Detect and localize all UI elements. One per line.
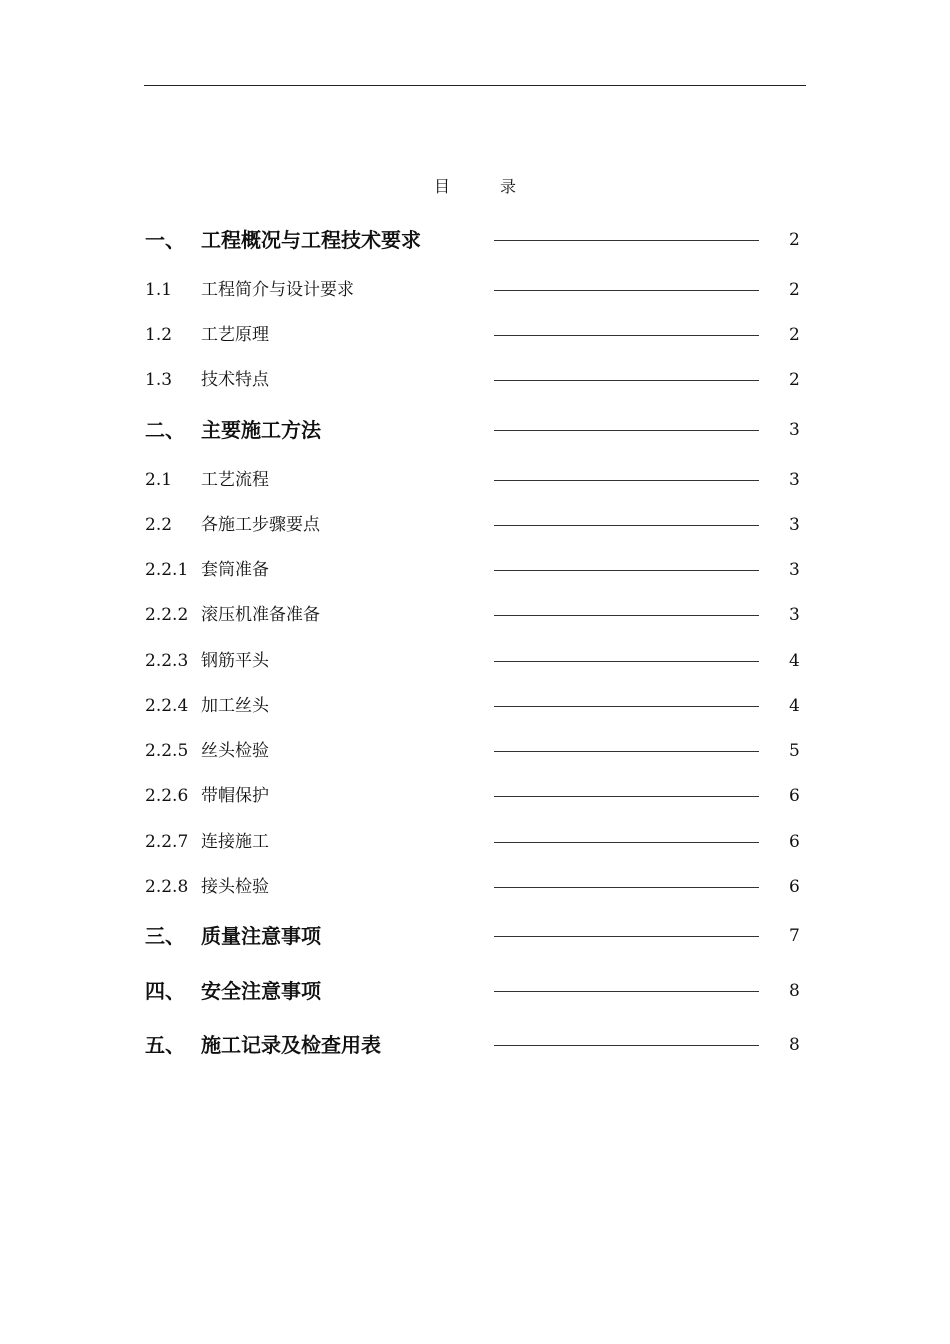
toc-entry-page: 3	[789, 605, 800, 625]
toc-entry-leader	[494, 1045, 759, 1046]
toc-entry-page: 6	[789, 786, 800, 806]
toc-entry[interactable]	[0, 508, 950, 542]
toc-entry-page: 8	[789, 981, 800, 1001]
toc-entry-leader	[494, 796, 759, 797]
toc-entry-label: 各施工步骤要点	[201, 515, 320, 535]
toc-entry-label: 加工丝头	[201, 696, 269, 716]
toc-entry-number: 2.2	[145, 515, 173, 535]
toc-entry-leader	[494, 290, 759, 291]
toc-entry[interactable]	[0, 974, 950, 1008]
toc-entry-number: 2.2.6	[145, 786, 189, 806]
toc-entry[interactable]	[0, 644, 950, 678]
toc-entry-label: 技术特点	[201, 370, 269, 390]
toc-entry[interactable]	[0, 363, 950, 397]
toc-entry-page: 6	[789, 832, 800, 852]
toc-entry[interactable]	[0, 689, 950, 723]
toc-entry-leader	[494, 480, 759, 481]
toc-entry-label: 滚压机准备准备	[201, 605, 320, 625]
toc-entry-leader	[494, 570, 759, 571]
toc-entry-label: 主要施工方法	[201, 418, 321, 442]
toc-entry-leader	[494, 615, 759, 616]
toc-entry-number: 2.2.2	[145, 605, 189, 625]
toc-entry-leader	[494, 751, 759, 752]
toc-entry-number: 2.2.7	[145, 832, 189, 852]
toc-entry-number: 二、	[145, 418, 185, 442]
toc-entry[interactable]	[0, 870, 950, 904]
toc-entry-label: 工程概况与工程技术要求	[201, 228, 421, 252]
toc-title-char-1: 目	[433, 177, 450, 196]
toc-entry-number: 2.2.1	[145, 560, 189, 580]
toc-entry-leader	[494, 661, 759, 662]
toc-entry[interactable]	[0, 553, 950, 587]
toc-entry-label: 带帽保护	[201, 786, 269, 806]
toc-entry-number: 1.1	[145, 280, 173, 300]
toc-entry-label: 钢筋平头	[201, 651, 269, 671]
toc-entry-label: 丝头检验	[201, 741, 269, 761]
toc-entry[interactable]	[0, 413, 950, 447]
toc-entry-leader	[494, 430, 759, 431]
toc-entry[interactable]	[0, 779, 950, 813]
toc-entry-number: 1.2	[145, 325, 173, 345]
toc-entry-page: 2	[789, 280, 800, 300]
toc-entry-label: 质量注意事项	[201, 924, 321, 948]
toc-entry[interactable]	[0, 598, 950, 632]
toc-entry-page: 2	[789, 370, 800, 390]
toc-entry-label: 安全注意事项	[201, 979, 321, 1003]
toc-entry[interactable]	[0, 1028, 950, 1062]
toc-entry-leader	[494, 240, 759, 241]
toc-entry-number: 2.2.5	[145, 741, 189, 761]
toc-entry-page: 3	[789, 515, 800, 535]
toc-entry-page: 6	[789, 877, 800, 897]
toc-entry-number: 2.2.8	[145, 877, 189, 897]
toc-entry-number: 五、	[145, 1033, 185, 1057]
toc-entry[interactable]	[0, 273, 950, 307]
toc-entry-leader	[494, 936, 759, 937]
toc-entry-number: 2.1	[145, 470, 173, 490]
toc-title	[0, 174, 950, 197]
toc-entry-label: 连接施工	[201, 832, 269, 852]
toc-entry-page: 2	[789, 230, 800, 250]
toc-entry[interactable]	[0, 318, 950, 352]
toc-entry-number: 一、	[145, 228, 185, 252]
toc-entry-label: 套筒准备	[201, 560, 269, 580]
toc-entry-leader	[494, 991, 759, 992]
toc-entry-leader	[494, 525, 759, 526]
toc-entry-label: 工程简介与设计要求	[201, 280, 354, 300]
toc-entry-leader	[494, 706, 759, 707]
toc-entry-label: 接头检验	[201, 877, 269, 897]
toc-entry-page: 7	[789, 926, 800, 946]
toc-entry-number: 2.2.4	[145, 696, 189, 716]
toc-entry-number: 四、	[145, 979, 185, 1003]
toc-entry[interactable]	[0, 825, 950, 859]
toc-entry-leader	[494, 842, 759, 843]
toc-entry-page: 4	[789, 651, 800, 671]
header-rule	[144, 85, 806, 86]
toc-entry-page: 3	[789, 560, 800, 580]
toc-entry-page: 4	[789, 696, 800, 716]
toc-entry-label: 工艺原理	[201, 325, 269, 345]
toc-entry[interactable]	[0, 463, 950, 497]
toc-title-char-2: 录	[500, 177, 517, 196]
toc-entry[interactable]	[0, 919, 950, 953]
toc-entry-page: 2	[789, 325, 800, 345]
toc-entry-leader	[494, 380, 759, 381]
toc-entry-number: 三、	[145, 924, 185, 948]
toc-entry-label: 施工记录及检查用表	[201, 1033, 381, 1057]
toc-entry-number: 2.2.3	[145, 651, 189, 671]
toc-entry-page: 5	[789, 741, 800, 761]
toc-entry-label: 工艺流程	[201, 470, 269, 490]
toc-entry-leader	[494, 335, 759, 336]
toc-entry-leader	[494, 887, 759, 888]
toc-entry-page: 3	[789, 420, 800, 440]
toc-entry-page: 3	[789, 470, 800, 490]
toc-entry-page: 8	[789, 1035, 800, 1055]
toc-entry[interactable]	[0, 734, 950, 768]
toc-entry[interactable]	[0, 223, 950, 257]
toc-entry-number: 1.3	[145, 370, 173, 390]
